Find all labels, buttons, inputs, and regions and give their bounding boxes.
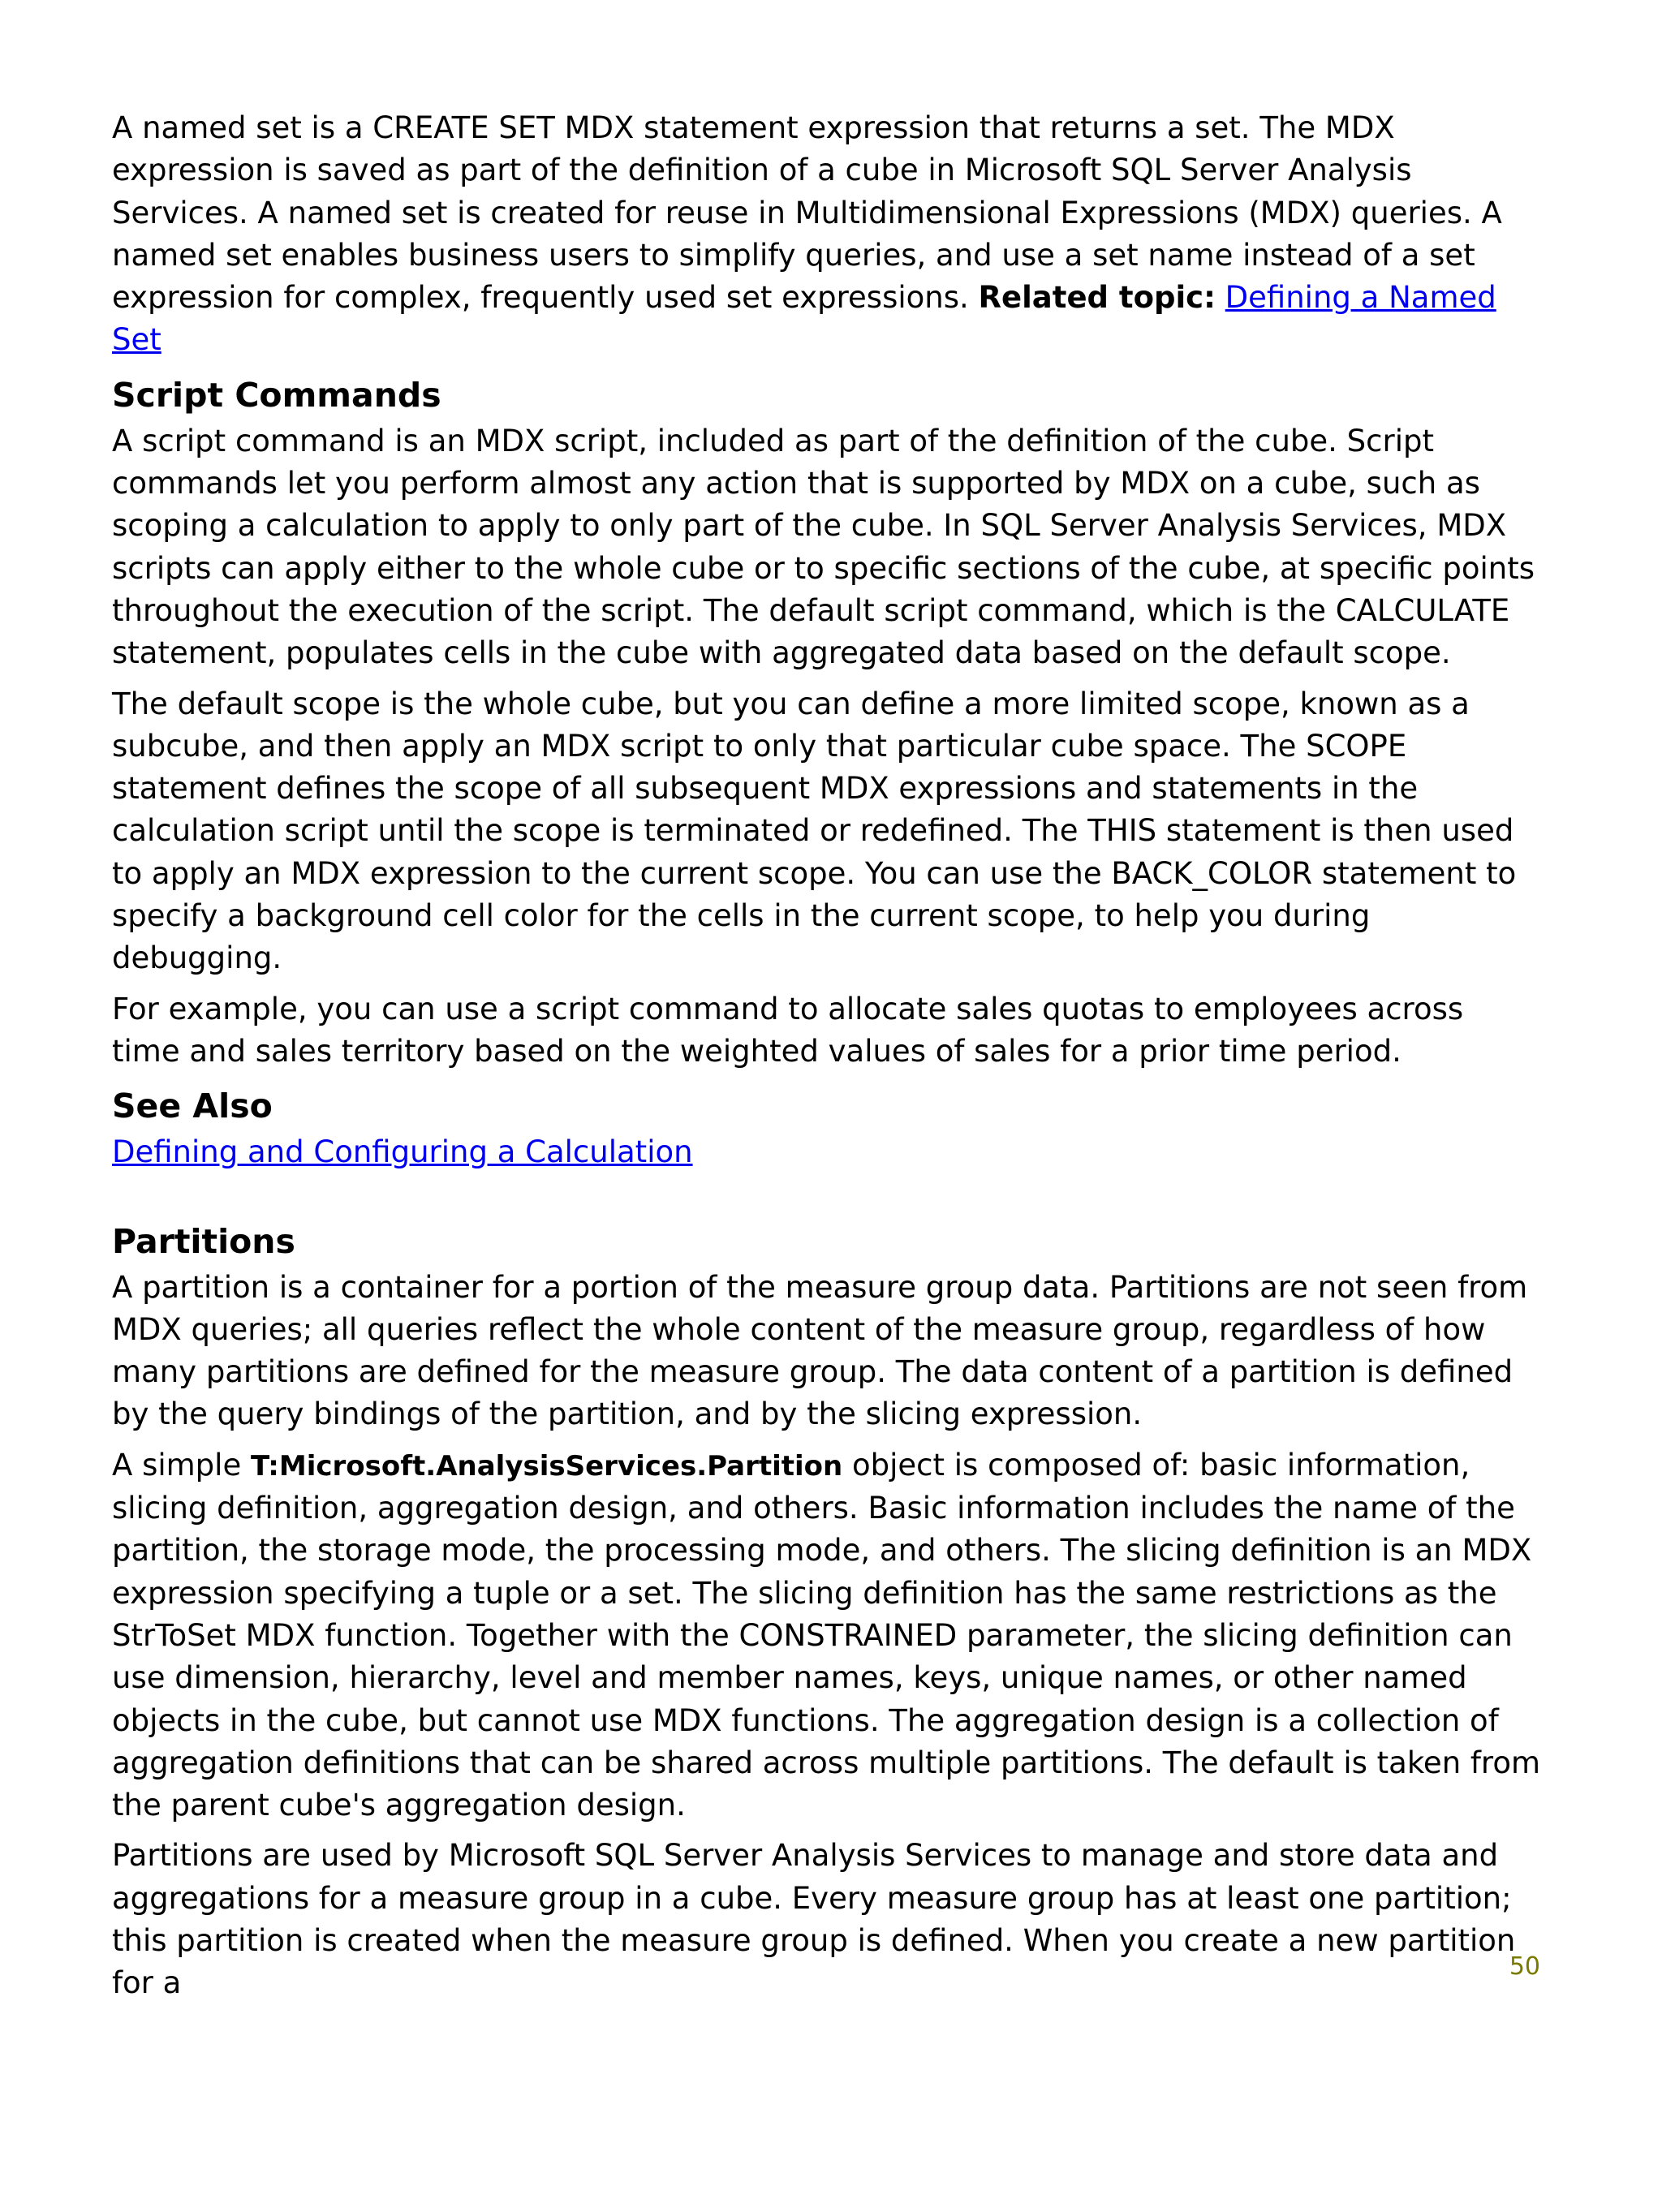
named-set-text: A named set is a CREATE SET MDX statement expression that returns a set. The MDX expression is saved as part of the definition of a cube in Microsoft SQL Server Analysis Services. A named set is created for reuse in Multidimensional Expressions (MDX) queries. A named set enables business users to simplify queries, and use a set name instead of a set expression for complex, frequently used set expressions. [112,110,1502,316]
partition-class-name: T:Microsoft.AnalysisServices.Partition [250,1449,843,1483]
partitions-heading: Partitions [112,1221,295,1261]
related-topic-label: Related topic: [978,280,1216,316]
partitions-p2-start: A simple [112,1447,251,1483]
document-page [112,107,1540,2013]
partitions-paragraph-3: Partitions are used by Microsoft SQL Server Analysis Services to manage and store data and aggregations for a measure group in a cube. Every measure group has at least one partition; this partition is created when the measure group is defined. When you create a new partition for a [112,1838,1516,2001]
partitions-paragraph-2 [112,1444,1540,1827]
defining-configuring-calculation-link[interactable]: Defining and Configuring a Calculation [112,1134,693,1170]
partitions-paragraph-1: A partition is a container for a portion of the measure group data. Partitions are not seen from MDX queries; all queries reflect the whole content of the measure group, regardless of how many partitions are defined for the measure group. The data content of a partition is defined by the query bindings of the partition, and by the slicing expression. [112,1269,1528,1432]
defining-named-set-link[interactable]: Defining a Named Set [112,280,1496,358]
script-commands-paragraph-2: The default scope is the whole cube, but you can define a more limited scope, known as a subcube, and then apply an MDX script to only that particular cube space. The SCOPE statement defines the scope of all subsequent MDX expressions and statements in the calculation script until the scope is terminated or redefined. The THIS statement is then used to apply an MDX expression to the current scope. You can use the BACK_COLOR statement to specify a background cell color for the cells in the current scope, to help you during debugging. [112,686,1517,976]
page-number: 50 [1509,1952,1540,1981]
named-set-paragraph [112,107,1540,362]
script-commands-paragraph-3: For example, you can use a script command to allocate sales quotas to employees across time and sales territory based on the weighted values of sales for a prior time period. [112,991,1464,1069]
see-also-paragraph [112,1131,1540,1173]
script-commands-paragraph-1: A script command is an MDX script, included as part of the definition of the cube. Script commands let you perform almost any action that is supported by MDX on a cube, such as scoping a calculation to apply to only part of the cube. In SQL Server Analysis Services, MDX scripts can apply either to the whole cube or to specific sections of the cube, at specific points throughout the execution of the script. The default script command, which is the CALCULATE statement, populates cells in the cube with aggregated data based on the default scope. [112,423,1535,671]
script-commands-heading: Script Commands [112,375,441,415]
see-also-heading: See Also [112,1087,273,1126]
section-spacer [112,1182,1540,1216]
partitions-p2-rest: object is composed of: basic information, slicing definition, aggregation design, and others. Basic information includes the name of the partition, the storage mode, the processing mode, and others. The slicing definition is an MDX expression specifying a tuple or a set. The slicing definition has the same restrictions as the StrToSet MDX function. Together with the CONSTRAINED parameter, the slicing definition can use dimension, hierarchy, level and member names, keys, unique names, or other named objects in the cube, but cannot use MDX functions. The aggregation design is a collection of aggregation definitions that can be shared across multiple partitions. The default is taken from the parent cube's aggregation design. [112,1447,1541,1823]
